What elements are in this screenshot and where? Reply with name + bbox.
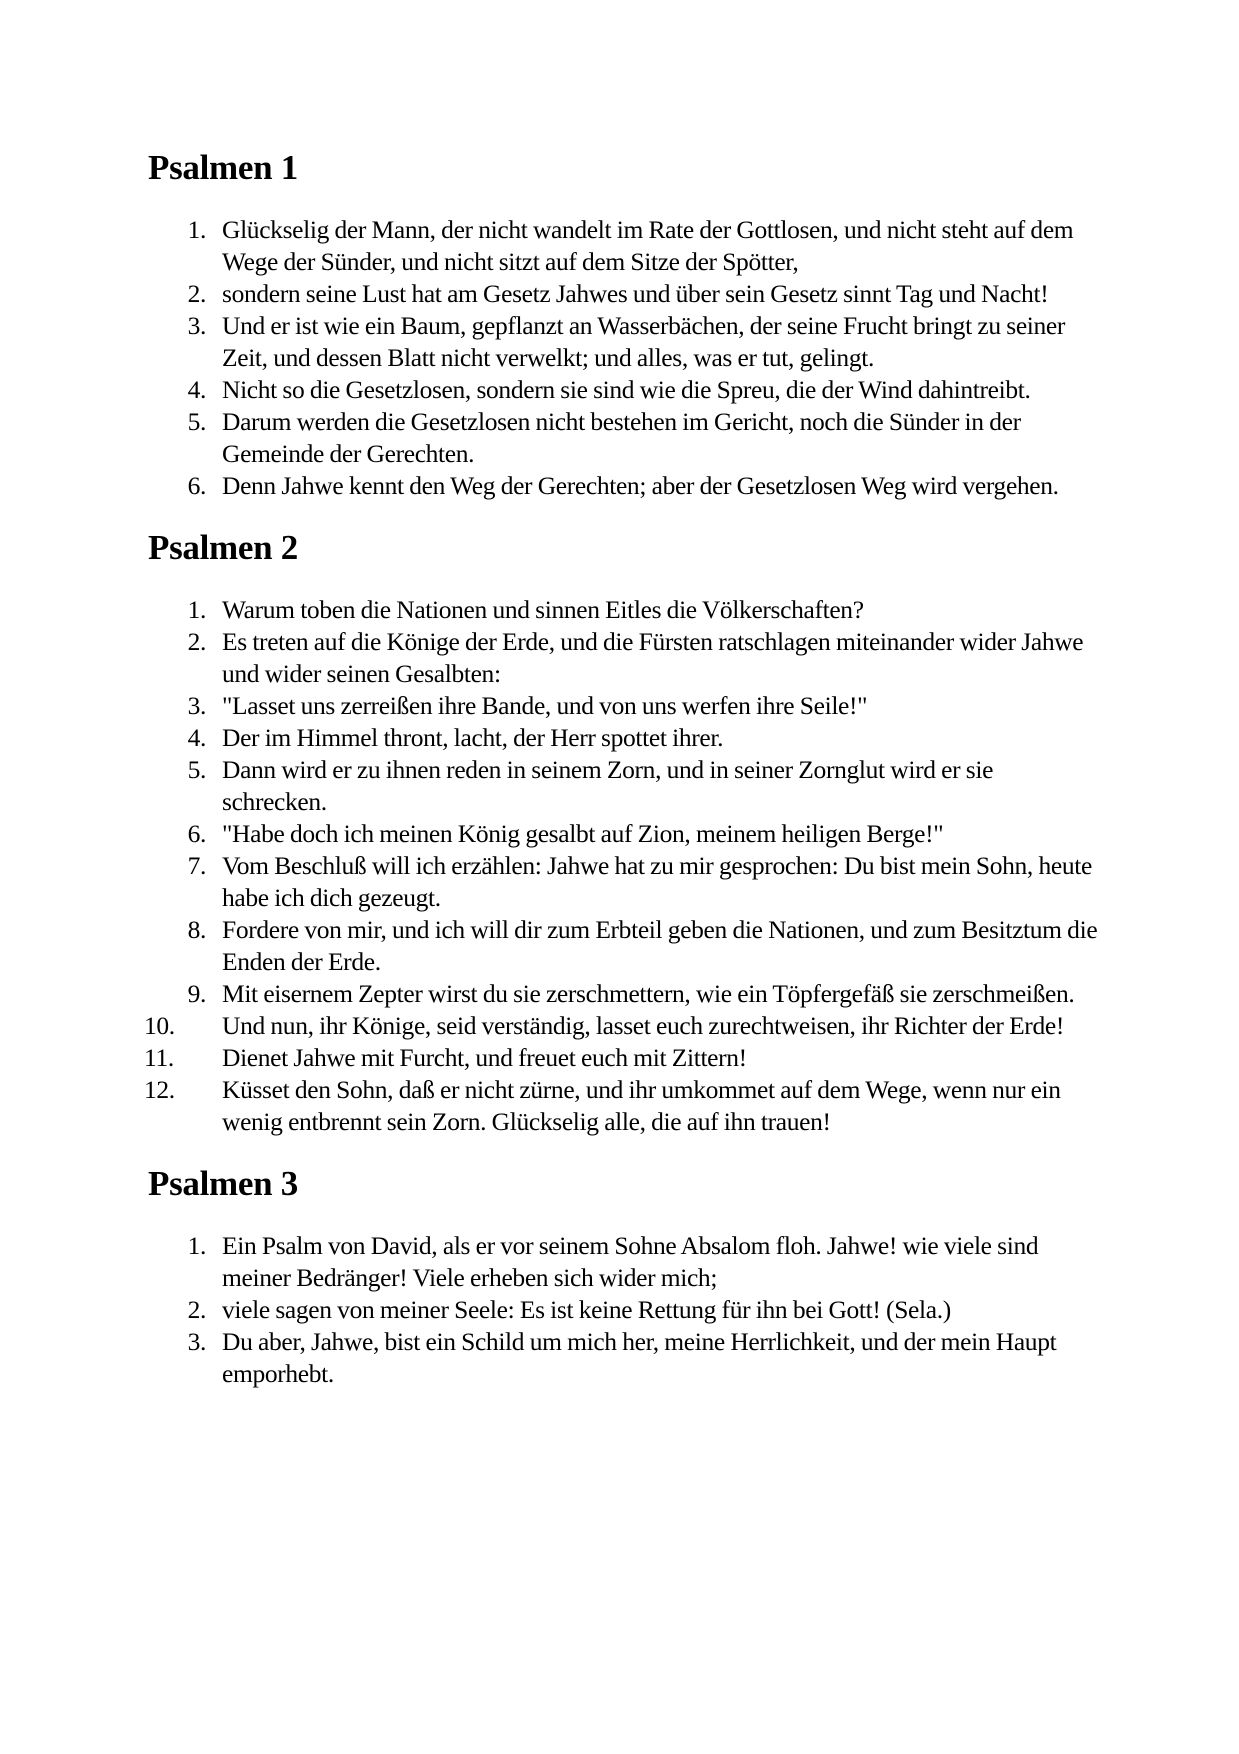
verse-item xyxy=(148,1326,1098,1390)
verse-item xyxy=(144,1042,1098,1074)
verse-number: 1. xyxy=(187,1231,206,1260)
verse-list xyxy=(148,214,1098,502)
verse-number: 1. xyxy=(187,215,206,244)
verse-number: 3. xyxy=(187,1327,206,1356)
verse-text: Darum werden die Gesetzlosen nicht bestehen im Gericht, noch die Sünder in der Gemeinde der Gerechten. xyxy=(222,407,1021,468)
verse-item xyxy=(144,1074,1098,1138)
verse-number: 5. xyxy=(187,755,206,784)
section-title: Psalmen 2 xyxy=(148,528,298,567)
verse-number: 2. xyxy=(187,1295,206,1324)
verse-text: Dann wird er zu ihnen reden in seinem Zorn, und in seiner Zornglut wird er sie schrecken. xyxy=(222,755,994,816)
verse-text: Nicht so die Gesetzlosen, sondern sie sind wie die Spreu, die der Wind dahintreibt. xyxy=(222,375,1031,404)
psalm-section-3 xyxy=(148,1164,1098,1390)
verse-text: viele sagen von meiner Seele: Es ist keine Rettung für ihn bei Gott! (Sela.) xyxy=(222,1295,951,1324)
verse-item xyxy=(148,214,1098,278)
psalm-section-2 xyxy=(144,528,1098,1138)
verse-item xyxy=(148,818,1098,850)
verse-item xyxy=(148,722,1098,754)
verse-number: 8. xyxy=(187,915,206,944)
verse-text: sondern seine Lust hat am Gesetz Jahwes und über sein Gesetz sinnt Tag und Nacht! xyxy=(222,279,1049,308)
verse-text: "Habe doch ich meinen König gesalbt auf Zion, meinem heiligen Berge!" xyxy=(222,819,944,848)
verse-item xyxy=(148,594,1098,626)
verse-number: 1. xyxy=(187,595,206,624)
verse-item xyxy=(148,374,1098,406)
verse-item xyxy=(148,626,1098,690)
verse-item xyxy=(148,278,1098,310)
verse-text: Vom Beschluß will ich erzählen: Jahwe hat zu mir gesprochen: Du bist mein Sohn, heute habe ich dich gezeugt. xyxy=(222,851,1092,912)
verse-text: "Lasset uns zerreißen ihre Bande, und von uns werfen ihre Seile!" xyxy=(222,691,868,720)
verse-number: 2. xyxy=(187,279,206,308)
verse-text: Küsset den Sohn, daß er nicht zürne, und ihr umkommet auf dem Wege, wenn nur ein wenig entbrennt sein Zorn. Glückselig alle, die auf ihn trauen! xyxy=(222,1075,1061,1136)
verse-number: 11. xyxy=(144,1043,174,1072)
verse-number: 4. xyxy=(187,375,206,404)
verse-item xyxy=(148,850,1098,914)
verse-number: 10. xyxy=(144,1011,175,1040)
verse-item xyxy=(148,978,1098,1010)
verse-text: Und nun, ihr Könige, seid verständig, lasset euch zurechtweisen, ihr Richter der Erde! xyxy=(222,1011,1064,1040)
verse-number: 12. xyxy=(144,1075,175,1104)
verse-text: Glückselig der Mann, der nicht wandelt im Rate der Gottlosen, und nicht steht auf dem Wege der Sünder, und nicht sitzt auf dem Sitze der Spötter, xyxy=(222,215,1074,276)
section-title: Psalmen 3 xyxy=(148,1164,298,1203)
verse-list xyxy=(148,1230,1098,1390)
verse-text: Warum toben die Nationen und sinnen Eitles die Völkerschaften? xyxy=(222,595,864,624)
verse-item xyxy=(148,470,1098,502)
psalm-section-1 xyxy=(148,148,1098,502)
verse-item xyxy=(148,1294,1098,1326)
verse-number: 3. xyxy=(187,691,206,720)
verse-text: Ein Psalm von David, als er vor seinem Sohne Absalom floh. Jahwe! wie viele sind meiner Bedränger! Viele erheben sich wider mich; xyxy=(222,1231,1039,1292)
verse-number: 6. xyxy=(187,819,206,848)
verse-text: Dienet Jahwe mit Furcht, und freuet euch mit Zittern! xyxy=(222,1043,747,1072)
verse-text: Und er ist wie ein Baum, gepflanzt an Wasserbächen, der seine Frucht bringt zu seiner Zeit, und dessen Blatt nicht verwelkt; und alles, was er tut, gelingt. xyxy=(222,311,1066,372)
verse-item xyxy=(148,1230,1098,1294)
verse-number: 3. xyxy=(187,311,206,340)
verse-list xyxy=(144,594,1098,1138)
verse-text: Denn Jahwe kennt den Weg der Gerechten; aber der Gesetzlosen Weg wird vergehen. xyxy=(222,471,1059,500)
document-page xyxy=(144,148,1098,1416)
verse-item xyxy=(148,310,1098,374)
verse-text: Fordere von mir, und ich will dir zum Erbteil geben die Nationen, und zum Besitztum die Enden der Erde. xyxy=(222,915,1098,976)
verse-item xyxy=(148,406,1098,470)
verse-number: 2. xyxy=(187,627,206,656)
verse-item xyxy=(148,690,1098,722)
verse-number: 6. xyxy=(187,471,206,500)
verse-text: Mit eisernem Zepter wirst du sie zerschmettern, wie ein Töpfergefäß sie zerschmeißen. xyxy=(222,979,1075,1008)
verse-item xyxy=(144,1010,1098,1042)
verse-number: 4. xyxy=(187,723,206,752)
section-title: Psalmen 1 xyxy=(148,148,298,187)
verse-text: Der im Himmel thront, lacht, der Herr spottet ihrer. xyxy=(222,723,724,752)
verse-number: 7. xyxy=(187,851,206,880)
verse-text: Du aber, Jahwe, bist ein Schild um mich her, meine Herrlichkeit, und der mein Haupt emporhebt. xyxy=(222,1327,1057,1388)
verse-item xyxy=(148,914,1098,978)
verse-item xyxy=(148,754,1098,818)
verse-number: 5. xyxy=(187,407,206,436)
verse-text: Es treten auf die Könige der Erde, und die Fürsten ratschlagen miteinander wider Jahwe und wider seinen Gesalbten: xyxy=(222,627,1084,688)
verse-number: 9. xyxy=(187,979,206,1008)
